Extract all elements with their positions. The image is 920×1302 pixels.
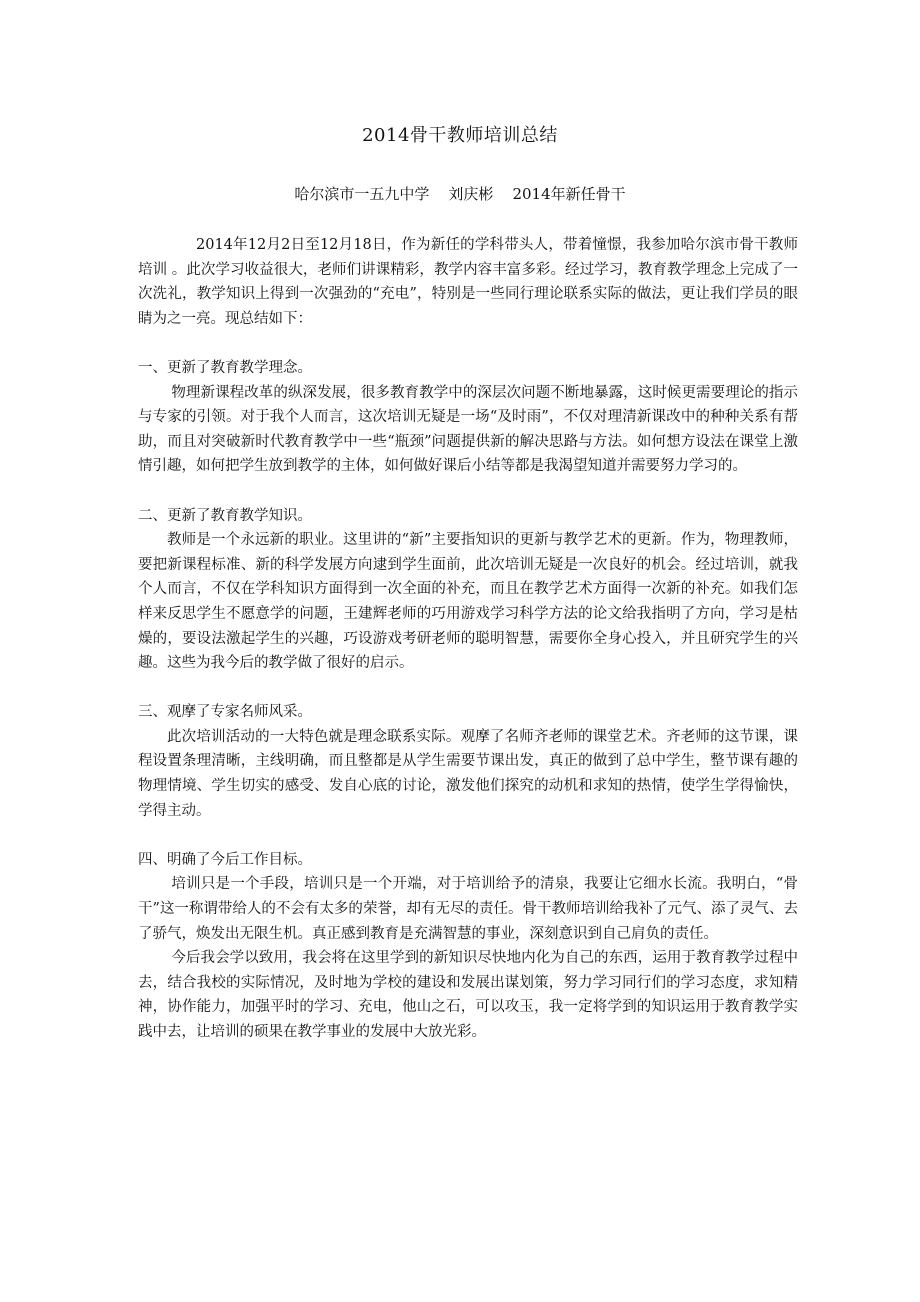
paragraph-gap bbox=[138, 331, 798, 356]
paragraph-gap bbox=[138, 479, 798, 504]
document-title: 2014骨干教师培训总结 bbox=[362, 125, 558, 146]
document-body bbox=[138, 233, 798, 1045]
document-subtitle: 哈尔滨市一五九中学 刘庆彬 2014年新任骨干 bbox=[294, 185, 626, 203]
section-paragraph-2: 教师是一个永远新的职业。这里讲的“新”主要指知识的更新与教学艺术的更新。作为，物理教师，要把新课程标准、新的科学发展方向逮到学生面前，此次培训无疑是一次良好的机会。经过培训，就我个人而言，不仅在学科知识方面得到一次全面的补充，而且在教学艺术方面得一次新的补充。如我们怎样来反思学生不愿意学的问题，王建辉老师的巧用游戏学习科学方法的论文给我指明了方向，学习是枯燥的，要设法激起学生的兴趣，巧设游戏考研老师的聪明智慧，需要你全身心投入，并且研究学生的兴趣。这些为我今后的教学做了很好的启示。 bbox=[138, 532, 798, 672]
section-paragraph-4a: 培训只是一个手段，培训只是一个开端，对于培训给予的清泉，我要让它细水长流。我明白，“骨干”这一称谓带给人的不会有太多的荣誉，却有无尽的责任。骨干教师培训给我补了元气、添了灵气、去了骄气，焕发出无限生机。真正感到教育是充满智慧的事业，深刻意识到自己肩负的责任。 bbox=[138, 876, 798, 942]
intro-paragraph: 2014年12月2日至12月18日，作为新任的学科带头人，带着憧憬，我参加哈尔滨市骨干教师培训 。此次学习收益很大，老师们讲课精彩，教学内容丰富多彩。经过学习，教育教学理念上完成了一次洗礼，教学知识上得到一次强劲的“充电”，特别是一些同行理论联系实际的做法，更让我们学员的眼睛为之一亮。现总结如下： bbox=[138, 237, 798, 327]
paragraph-gap bbox=[138, 676, 798, 701]
section-paragraph-1: 物理新课程改革的纵深发展，很多教育教学中的深层次问题不断地暴露，这时候更需要理论的指示与专家的引领。对于我个人而言，这次培训无疑是一场“及时雨”，不仅对理清新课改中的种种关系有帮助，而且对突破新时代教育教学中一些“瓶颈”问题提供新的解决思路与方法。如何想方设法在课堂上激情引趣，如何把学生放到教学的主体，如何做好课后小结等都是我渴望知道并需要努力学习的。 bbox=[138, 384, 798, 475]
section-heading-3: 三、观摩了专家名师风采。 bbox=[138, 704, 312, 721]
section-heading-2: 二、更新了教育教学知识。 bbox=[138, 507, 312, 524]
paragraph-gap bbox=[138, 823, 798, 848]
section-paragraph-4b: 今后我会学以致用，我会将在这里学到的新知识尽快地内化为自己的东西，运用于教育教学过程中去，结合我校的实际情况，及时地为学校的建设和发展出谋划策，努力学习同行们的学习态度，求知精神，协作能力，加强平时的学习、充电，他山之石，可以攻玉，我一定将学到的知识运用于教育教学实践中去，让培训的硕果在教学事业的发展中大放光彩。 bbox=[138, 950, 798, 1040]
section-heading-1: 一、更新了教育教学理念。 bbox=[138, 359, 312, 376]
section-heading-4: 四、明确了今后工作目标。 bbox=[138, 851, 312, 868]
section-paragraph-3: 此次培训活动的一大特色就是理念联系实际。观摩了名师齐老师的课堂艺术。齐老师的这节课，课程设置条理清晰，主线明确，而且整都是从学生需要节课出发，真正的做到了总中学生，整节课有趣的物理情境、学生切实的感受、发自心底的讨论，激发他们探究的动机和求知的热情，使学生学得愉快，学得主动。 bbox=[138, 728, 798, 819]
